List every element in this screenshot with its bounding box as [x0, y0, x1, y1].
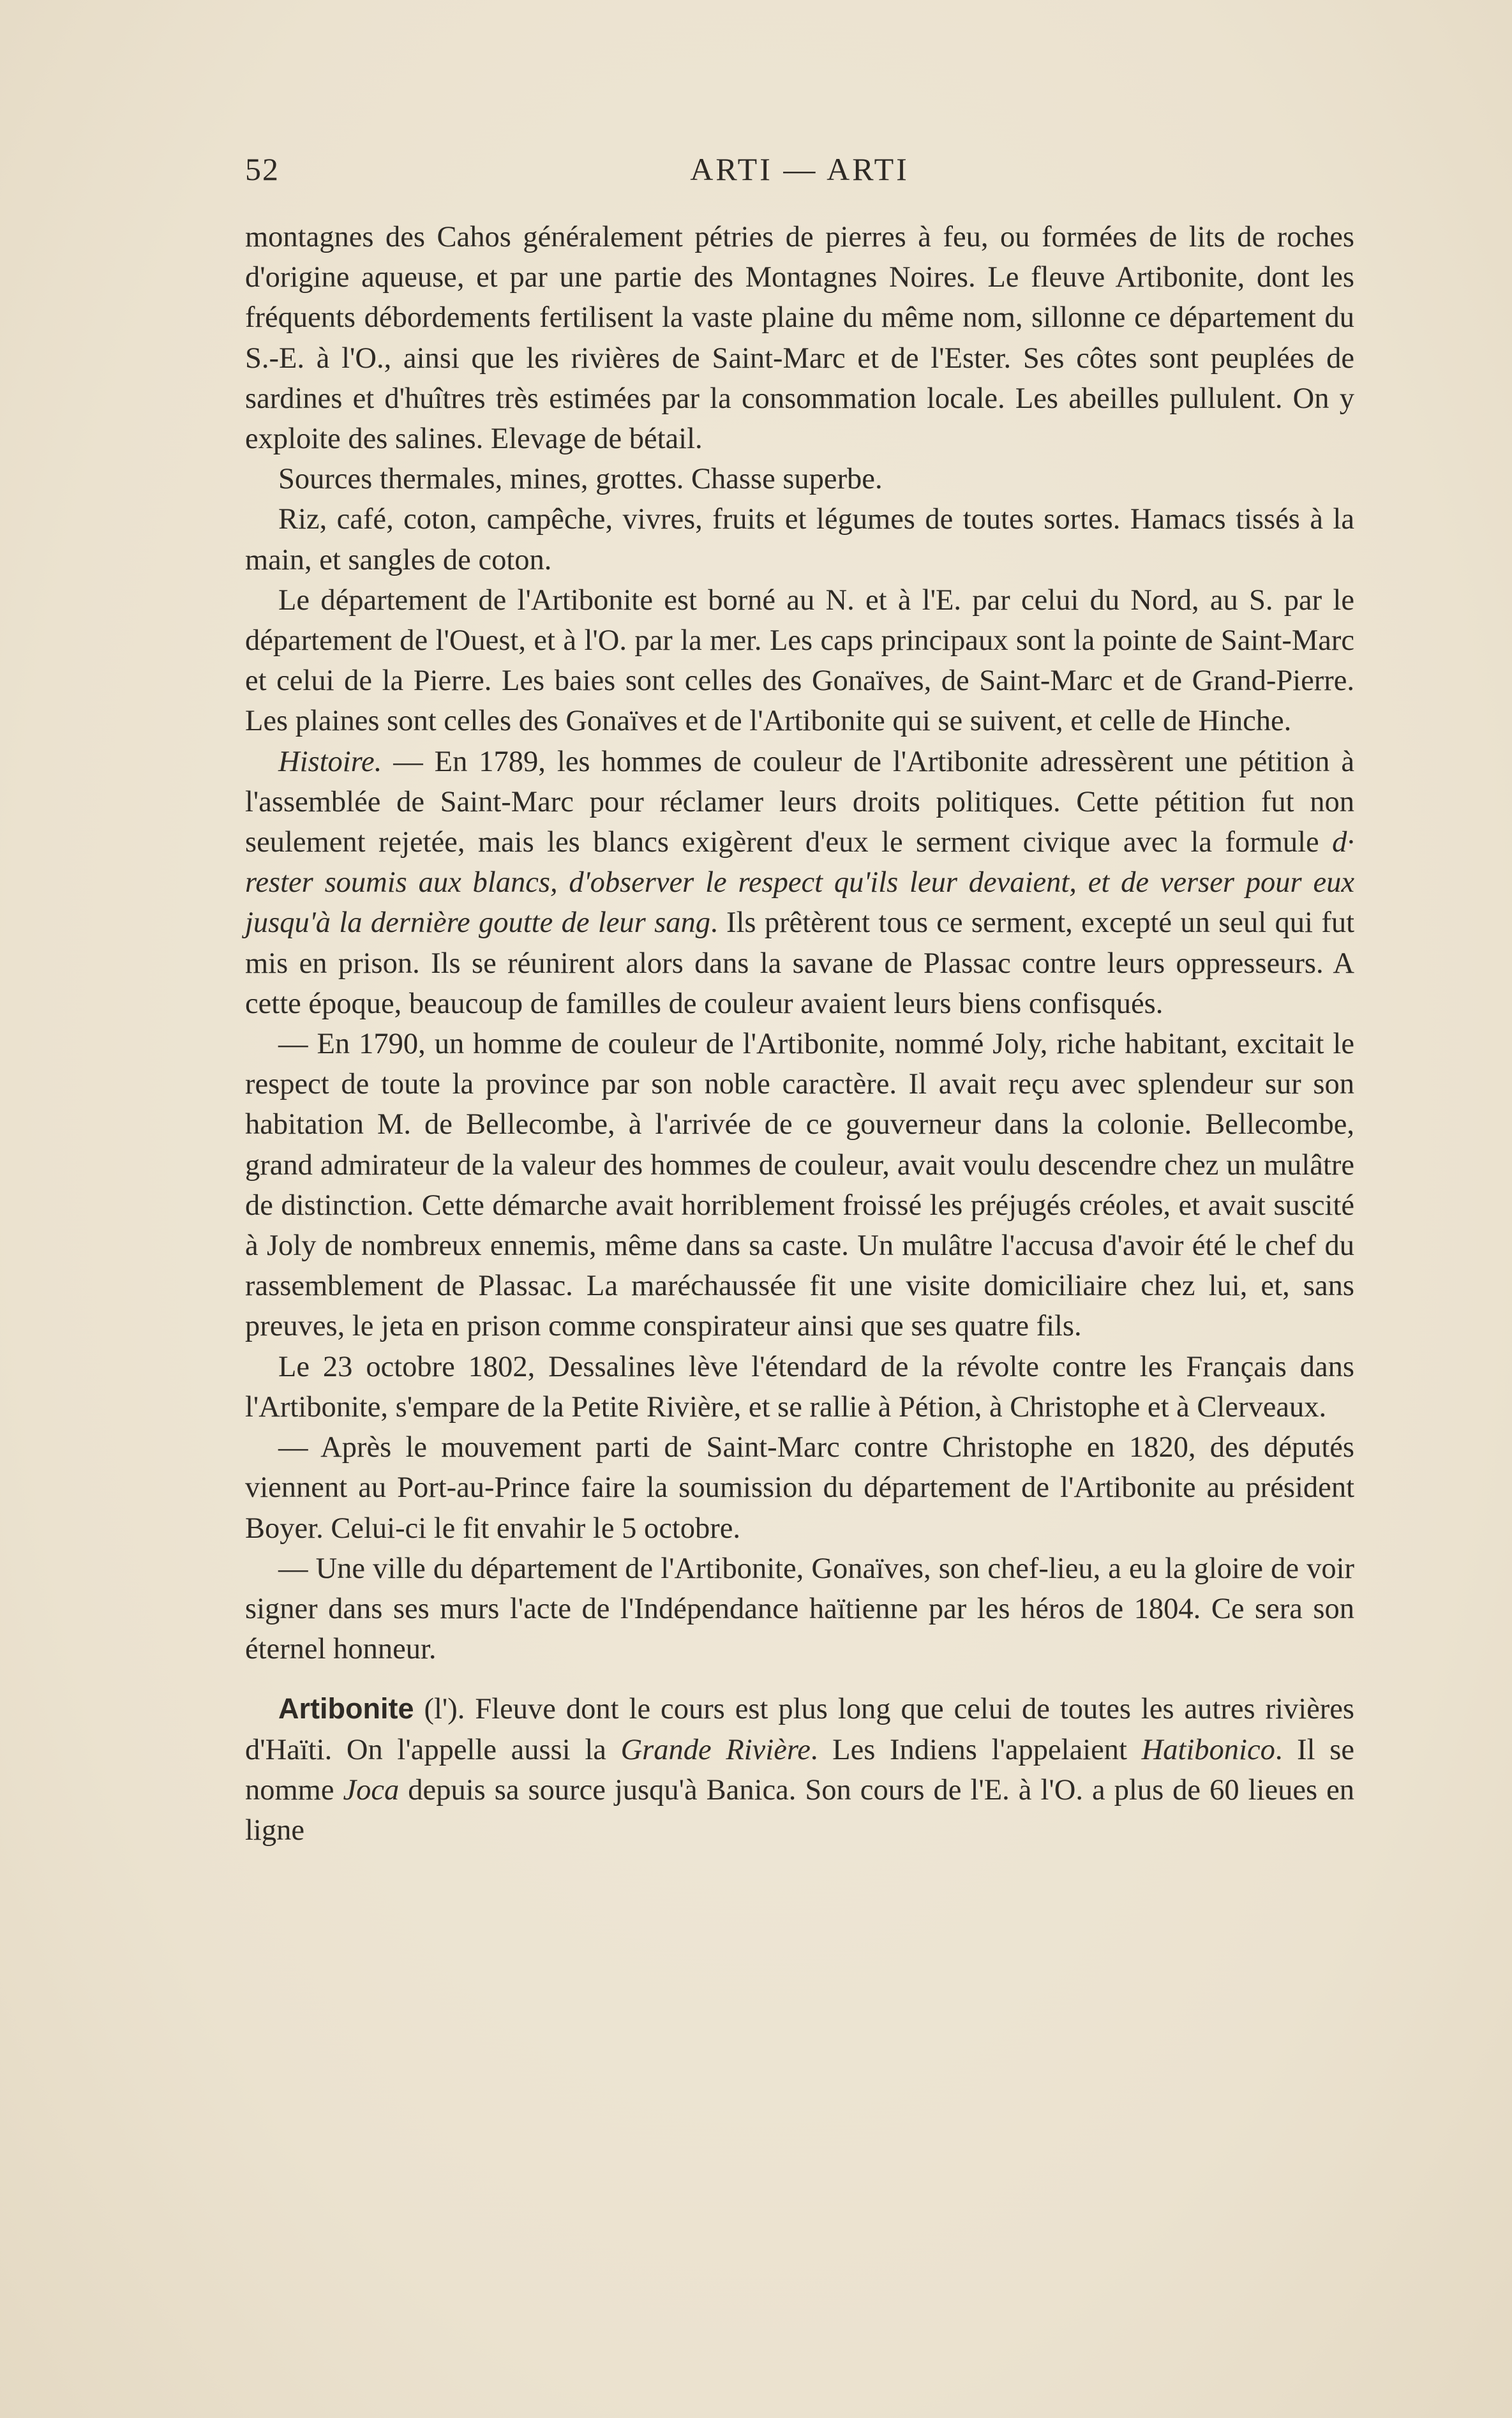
entry-text-d: depuis sa source jusqu'à Banica. Son cours de l'E. à l'O. a plus de 60 lieues en ligne — [245, 1773, 1354, 1847]
history-label: Histoire. — [278, 745, 382, 778]
paragraph-history-1802: Le 23 octobre 1802, Dessalines lève l'étendard de la révolte contre les Français dans l'Artibonite, s'empare de la Petite Rivière, et se rallie à Pétion, à Christophe et à Clerveaux. — [245, 1350, 1354, 1423]
entry-artibonite-river — [245, 1688, 1354, 1851]
history-text-b: . Ils prêtèrent tous ce serment, excepté un seul qui fut mis en prison. Ils se réunirent alors dans la savane de Plassac contre leurs oppresseurs. A cette époque, beaucoup de familles de couleur avaient leurs biens confisqués. — [245, 906, 1354, 1020]
entry-indian-name: Hatibonico — [1141, 1733, 1275, 1766]
entry-alt-name: Grande Rivière — [620, 1733, 811, 1766]
running-head: ARTI — ARTI — [690, 151, 909, 187]
entry-gender: (l'). — [414, 1693, 465, 1726]
page-header — [245, 151, 1354, 195]
history-quote: d· rester soumis aux blancs, d'observer le respect qu'ils leur devaient, et de verser pour eux jusqu'à la dernière goutte de leur sang — [245, 826, 1354, 940]
paragraph-geography: montagnes des Cahos généralement pétries de pierres à feu, ou formées de lits de roches d'origine aqueuse, et par une partie des Montagnes Noires. Le fleuve Artibonite, dont les fréquents débordements fertilisent la vaste plaine du même nom, sillonne ce département du S.-E. à l'O., ainsi que les rivières de Saint-Marc et de l'Ester. Ses côtes sont peuplées de sardines et d'huîtres très estimées par la consommation locale. Les abeilles pullulent. On y exploite des salines. Elevage de bétail. — [245, 221, 1354, 456]
body-text — [245, 217, 1354, 1851]
entry-headword: Artibonite — [278, 1692, 414, 1725]
paragraph-resources: Sources thermales, mines, grottes. Chasse superbe. — [278, 463, 883, 496]
entry-text-b: . Les Indiens l'appelaient — [810, 1733, 1142, 1766]
entry-text-c: . Il se nomme — [245, 1733, 1354, 1806]
paragraph-history-1820: — Après le mouvement parti de Saint-Marc contre Christophe en 1820, des députés viennent au Port-au-Prince faire la soumission du département de l'Artibonite au président Boyer. Celui-ci le fit envahir le 5 octobre. — [245, 1431, 1354, 1545]
entry-other-name: Joca — [343, 1773, 400, 1806]
paragraph-borders: Le département de l'Artibonite est borné au N. et à l'E. par celui du Nord, au S. par le département de l'Ouest, et à l'O. par la mer. Les caps principaux sont la pointe de Saint-Marc et celui de la Pierre. Les baies sont celles des Gonaïves, de Saint-Marc et de Grand-Pierre. Les plaines sont celles des Gonaïves et de l'Artibonite qui se suivent, et celle de Hinche. — [245, 583, 1354, 738]
paragraph-history-1804: — Une ville du département de l'Artibonite, Gonaïves, son chef-lieu, a eu la gloire de voir signer dans ses murs l'acte de l'Indépendance haïtienne par les héros de 1804. Ce sera son éternel honneur. — [245, 1552, 1354, 1666]
paragraph-history-1790: — En 1790, un homme de couleur de l'Artibonite, nommé Joly, riche habitant, excitait le respect de toute la province par son noble caractère. Il avait reçu avec splendeur sur son habitation M. de Bellecombe, à l'arrivée de ce gouverneur dans la colonie. Bellecombe, grand admirateur de la valeur des hommes de couleur, avait voulu descendre chez un mulâtre de distinction. Cette démarche avait horriblement froissé les préjugés créoles, et avait suscité à Joly de nombreux ennemis, même dans sa caste. Un mulâtre l'accusa d'avoir été le chef du rassemblement de Plassac. La maréchaussée fit une visite domiciliaire chez lui, et, sans preuves, le jeta en prison comme conspirateur ainsi que ses quatre fils. — [245, 1028, 1354, 1343]
entry-text-a: Fleuve dont le cours est plus long que celui de toutes les autres rivières d'Haïti. On l'appelle aussi la — [245, 1693, 1354, 1766]
paragraph-products: Riz, café, coton, campêche, vivres, fruits et légumes de toutes sortes. Hamacs tissés à la main, et sangles de coton. — [245, 503, 1354, 576]
history-text-a: — En 1789, les hommes de couleur de l'Artibonite adressèrent une pétition à l'assemblée de Saint-Marc pour réclamer leurs droits politiques. Cette pétition fut non seulement rejetée, mais les blancs exigèrent d'eux le serment civique avec la formule — [245, 745, 1354, 859]
page-number: 52 — [245, 151, 280, 187]
paragraph-history-1789 — [245, 742, 1354, 1024]
